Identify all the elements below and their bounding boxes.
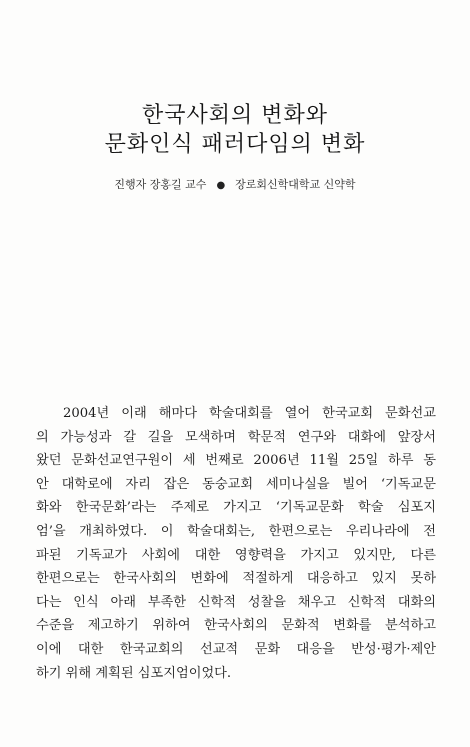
body-line: 수준을 제고하기 위하여 한국사회의 문화적 변화를 분석하고 — [36, 618, 436, 634]
byline-moderator: 진행자 장홍길 교수 — [114, 178, 207, 191]
body-line: 2004년 이래 해마다 학술대회를 열어 한국교회 문화선교 — [63, 406, 436, 421]
body-line: 파된 기독교가 사회에 대한 영향력을 가지고 있지만, 다른 — [36, 547, 436, 563]
body-line: 다는 인식 아래 부족한 신학적 성찰을 채우고 신학적 대화의 — [36, 594, 436, 610]
body-line: 화와 한국문화’라는 주제로 가지고 ‘기독교문화 학술 심포지 — [36, 500, 436, 516]
body-line: 왔던 문화선교연구원이 세 번째로 2006년 11월 25일 하루 동 — [36, 453, 436, 469]
article-body-paragraph — [36, 402, 436, 685]
body-line: 이에 대한 한국교회의 선교적 문화 대응을 반성·평가·제안 — [36, 641, 436, 657]
article-title-line-2: 문화인식 패러다임의 변화 — [104, 132, 366, 157]
body-line: 의 가능성과 갈 길을 모색하며 학문적 연구와 대화에 앞장서 — [36, 429, 436, 445]
article-title-line-1: 한국사회의 변화와 — [141, 103, 328, 128]
article-byline — [0, 176, 470, 192]
byline-separator: ● — [216, 180, 226, 191]
byline-affiliation: 장로회신학대학교 신약학 — [235, 178, 356, 191]
body-line: 하기 위해 계획된 심포지엄이었다. — [36, 665, 232, 681]
body-line: 엄’을 개최하였다. 이 학술대회는, 한편으로는 우리나라에 전 — [36, 523, 436, 539]
body-line: 안 대학로에 자리 잡은 동숭교회 세미나실을 빌어 ‘기독교문 — [36, 476, 436, 492]
body-line: 한편으로는 한국사회의 변화에 적절하게 대응하고 있지 못하 — [36, 571, 436, 587]
